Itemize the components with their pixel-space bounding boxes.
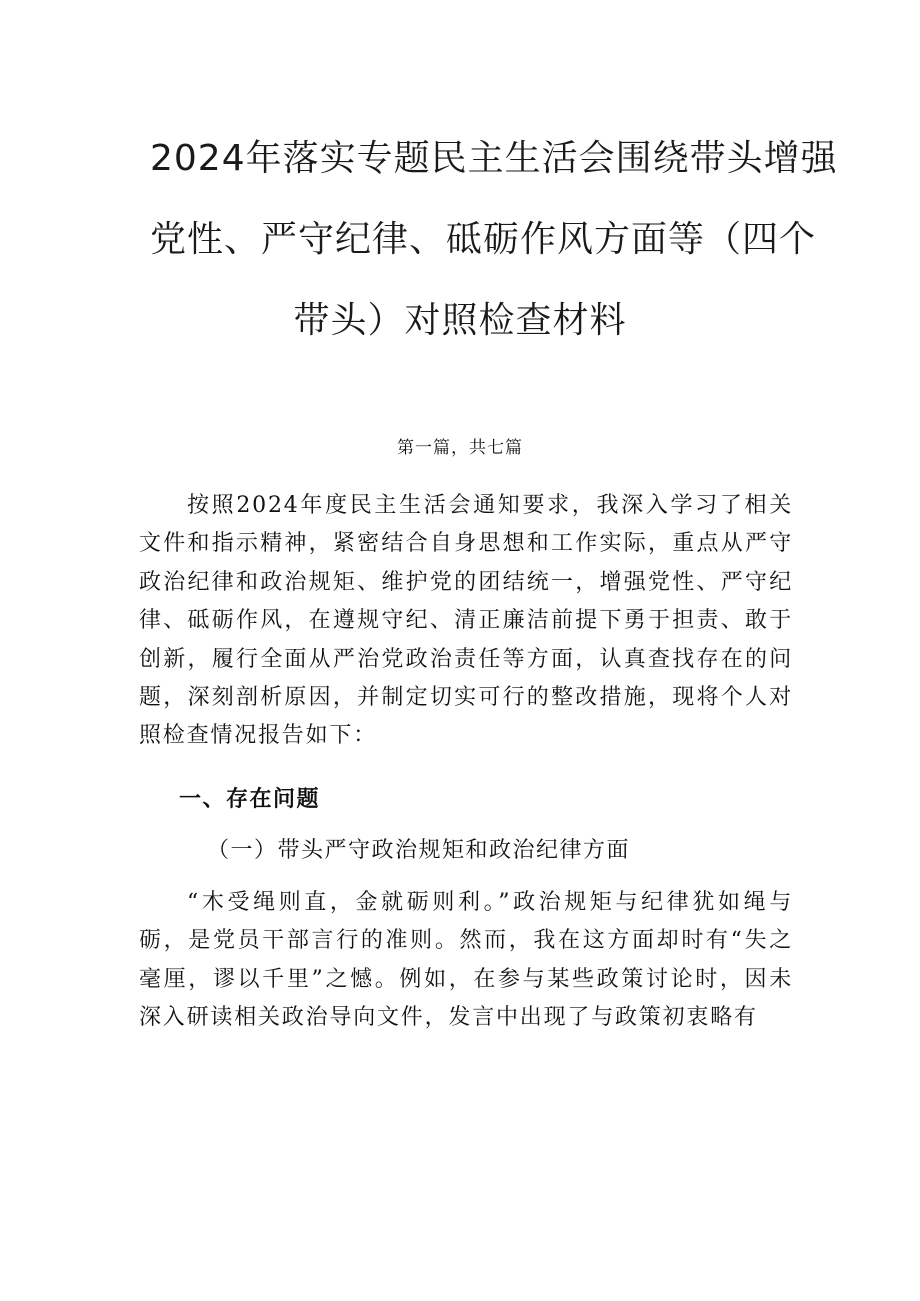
document-subtitle: 第一篇，共七篇 — [397, 438, 523, 458]
subsection-heading-political-discipline: （一）带头严守政治规矩和政治纪律方面 — [207, 837, 631, 863]
title-line-2: 党性、严守纪律、砥砺作风方面等（四个 — [150, 219, 817, 260]
section-heading-problems: 一、存在问题 — [179, 785, 321, 812]
document-title — [150, 118, 838, 361]
document-body — [139, 487, 793, 1037]
intro-paragraph: 按照2024年度民主生活会通知要求，我深入学习了相关文件和指示精神，紧密结合自身思想和工作实际，重点从严守政治纪律和政治规矩、维护党的团结统一，增强党性、严守纪律、砥砺作风，在遵规守纪、清正廉洁前提下勇于担责、敢于创新，履行全面从严治党政治责任等方面，认真查找存在的问题，深刻剖析原因，并制定切实可行的整改措施，现将个人对照检查情况报告如下： — [139, 493, 793, 749]
section-paragraph: “木受绳则直，金就砺则利。”政治规矩与纪律犹如绳与砺，是党员干部言行的准则。然而，我在这方面却时有“失之毫厘，谬以千里”之憾。例如，在参与某些政策讨论时，因未深入研读相关政治导向文件，发言中出现了与政策初衷略有 — [139, 889, 793, 1031]
title-line-1: 2024年落实专题民主生活会围绕带头增强 — [150, 138, 838, 179]
title-line-3: 带头）对照检查材料 — [293, 300, 627, 341]
